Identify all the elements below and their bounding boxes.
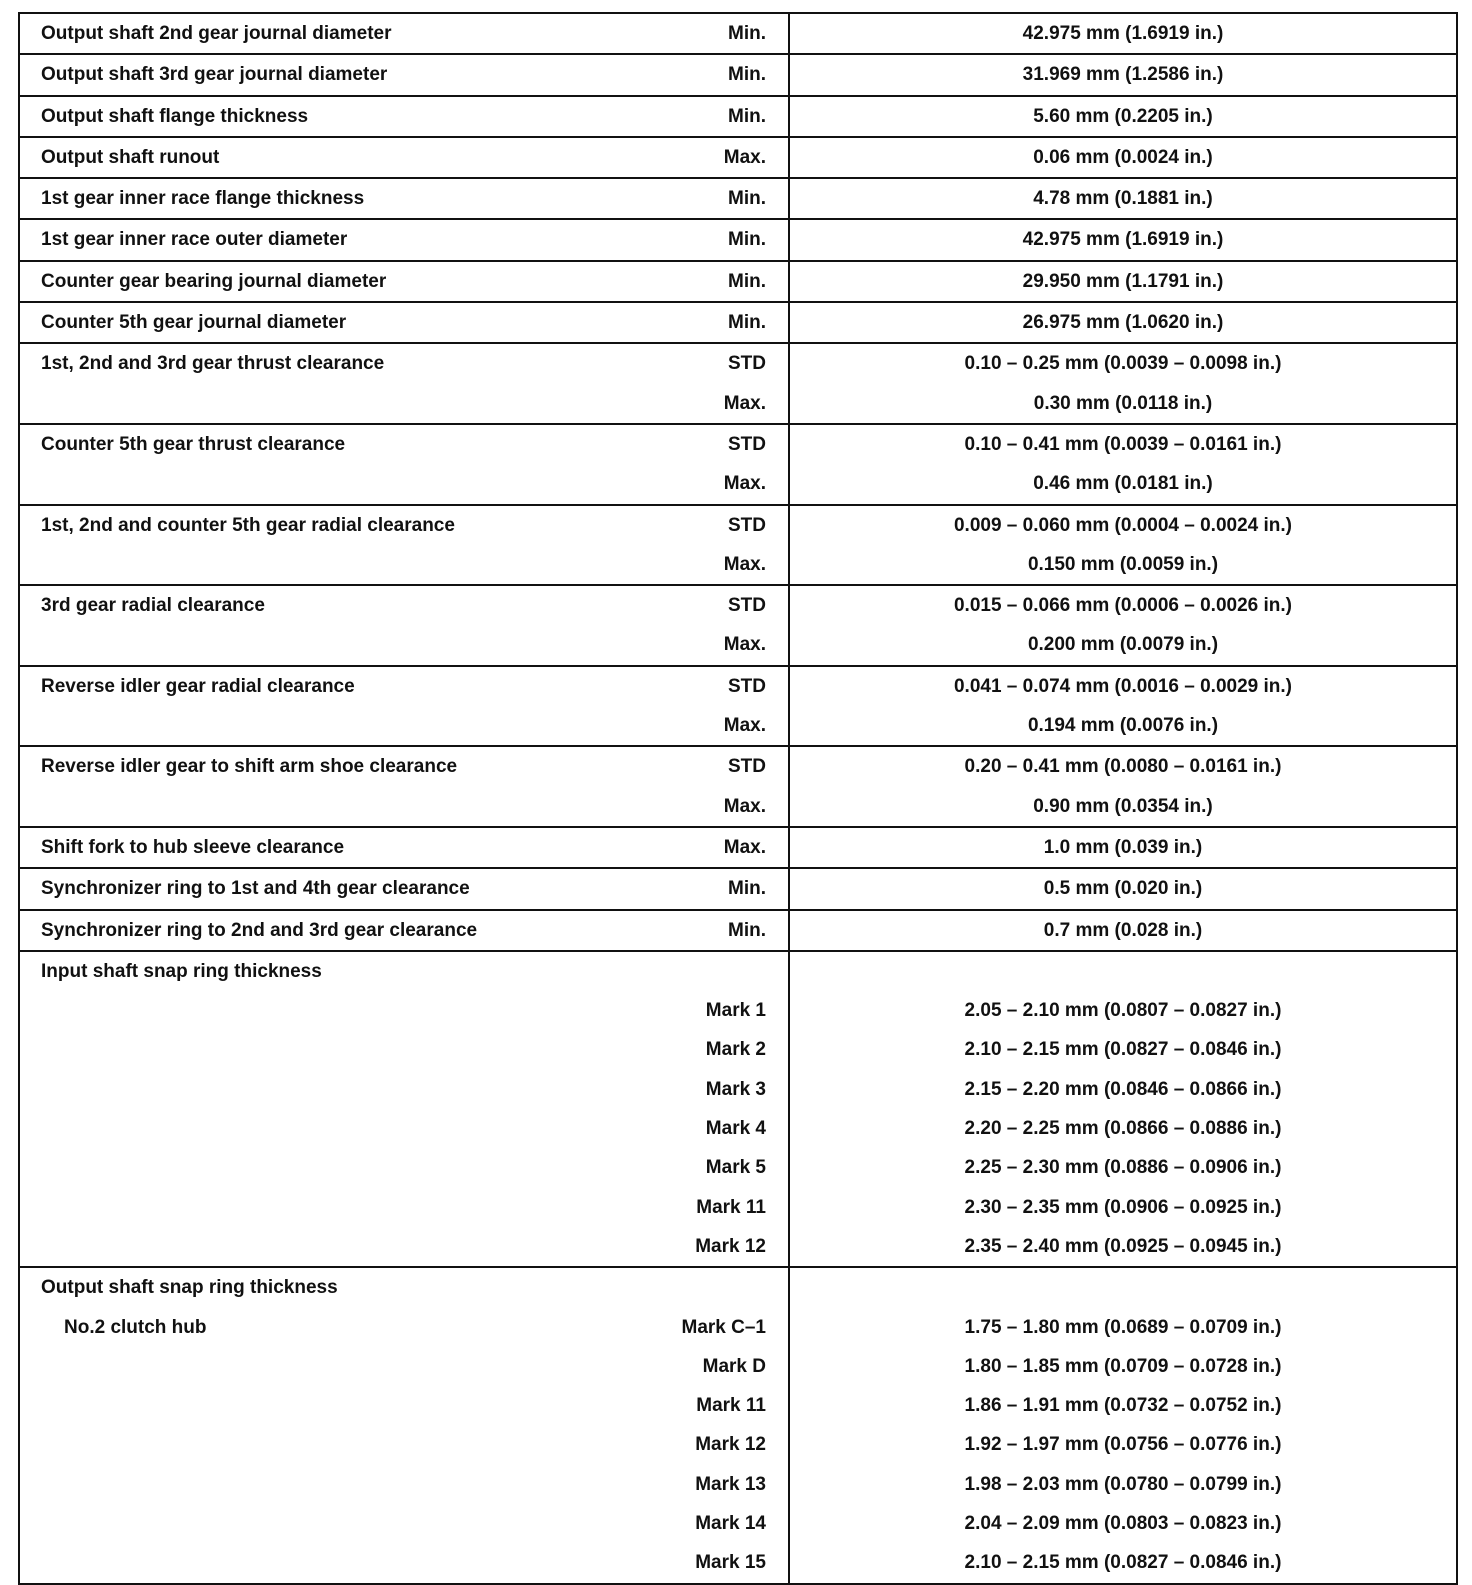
spec-item-name: Output shaft 2nd gear journal diameter [41, 23, 392, 44]
spec-value: 0.20 – 0.41 mm (0.0080 – 0.0161 in.) [964, 756, 1282, 778]
spec-condition-cell [569, 424, 789, 505]
spec-row [19, 666, 1457, 747]
spec-name-cell [19, 666, 569, 747]
spec-value-cell [789, 219, 1457, 260]
spec-condition-cell [569, 1267, 789, 1583]
spec-name-cell [19, 96, 569, 137]
spec-condition: Min. [728, 23, 766, 44]
spec-row [19, 302, 1457, 343]
spec-condition: Min. [728, 105, 766, 127]
spec-item-name: Shift fork to hub sleeve clearance [41, 836, 345, 858]
spec-value: 2.15 – 2.20 mm (0.0846 – 0.0866 in.) [964, 1078, 1282, 1100]
spec-value: 0.06 mm (0.0024 in.) [1033, 146, 1213, 168]
spec-value: 5.60 mm (0.2205 in.) [1033, 105, 1213, 127]
spec-item-name: 1st, 2nd and counter 5th gear radial clearance [41, 514, 455, 536]
spec-name-cell [19, 137, 569, 178]
spec-condition: Max. [723, 392, 766, 414]
spec-name-cell [19, 951, 569, 1267]
spec-name-cell [19, 54, 569, 95]
spec-row [19, 910, 1457, 951]
spec-value: 1.0 mm (0.039 in.) [1043, 836, 1203, 858]
spec-value: 42.975 mm (1.6919 in.) [1022, 23, 1224, 44]
spec-value: 26.975 mm (1.0620 in.) [1022, 312, 1224, 334]
spec-condition: Mark 11 [696, 1196, 766, 1218]
spec-value: 2.25 – 2.30 mm (0.0886 – 0.0906 in.) [964, 1157, 1282, 1179]
spec-name-cell [19, 302, 569, 343]
spec-condition: Min. [728, 270, 766, 292]
spec-condition-cell [569, 910, 789, 951]
spec-table-body [19, 13, 1457, 1584]
spec-condition: Mark 1 [705, 1000, 766, 1022]
spec-item-name: 1st gear inner race flange thickness [41, 188, 365, 210]
spec-value: 0.009 – 0.060 mm (0.0004 – 0.0024 in.) [953, 514, 1292, 536]
spec-value: 1.92 – 1.97 mm (0.0756 – 0.0776 in.) [964, 1434, 1282, 1456]
spec-value-cell [789, 13, 1457, 54]
spec-name-cell [19, 261, 569, 302]
spec-value-cell [789, 910, 1457, 951]
spec-value: 0.150 mm (0.0059 in.) [1027, 553, 1219, 575]
spec-condition [569, 1268, 788, 1307]
spec-value: 2.05 – 2.10 mm (0.0807 – 0.0827 in.) [964, 1000, 1282, 1022]
spec-item-name: Input shaft snap ring thickness [41, 960, 322, 982]
spec-name-cell [19, 343, 569, 424]
spec-item-name: Counter gear bearing journal diameter [41, 270, 387, 292]
spec-value: 31.969 mm (1.2586 in.) [1022, 64, 1224, 86]
spec-value-cell [789, 137, 1457, 178]
spec-value: 2.20 – 2.25 mm (0.0866 – 0.0886 in.) [964, 1118, 1282, 1140]
spec-condition-cell [569, 302, 789, 343]
spec-condition-cell [569, 261, 789, 302]
spec-condition: Mark D [702, 1355, 766, 1377]
spec-row [19, 137, 1457, 178]
spec-condition-cell [569, 585, 789, 666]
spec-row [19, 868, 1457, 909]
spec-value: 1.80 – 1.85 mm (0.0709 – 0.0728 in.) [964, 1355, 1282, 1377]
spec-name-cell [19, 424, 569, 505]
spec-value: 1.98 – 2.03 mm (0.0780 – 0.0799 in.) [964, 1473, 1282, 1495]
spec-row [19, 96, 1457, 137]
spec-value: 0.015 – 0.066 mm (0.0006 – 0.0026 in.) [953, 595, 1292, 617]
spec-value [790, 1268, 1456, 1307]
spec-value: 0.90 mm (0.0354 in.) [1033, 795, 1213, 817]
spec-condition: Min. [728, 229, 766, 251]
spec-condition-cell [569, 96, 789, 137]
spec-value: 2.04 – 2.09 mm (0.0803 – 0.0823 in.) [964, 1512, 1282, 1534]
spec-row [19, 178, 1457, 219]
spec-condition: Min. [728, 878, 766, 900]
spec-table [18, 12, 1458, 1585]
spec-value-cell [789, 827, 1457, 868]
spec-value-cell [789, 96, 1457, 137]
spec-condition: STD [728, 756, 766, 778]
spec-value-cell [789, 343, 1457, 424]
spec-item-name: Reverse idler gear radial clearance [41, 675, 355, 697]
spec-row [19, 505, 1457, 586]
spec-value: 0.46 mm (0.0181 in.) [1033, 473, 1213, 495]
spec-item-name: 1st, 2nd and 3rd gear thrust clearance [41, 353, 385, 375]
spec-condition: Mark 2 [705, 1039, 766, 1061]
spec-condition-cell [569, 219, 789, 260]
spec-condition-cell [569, 54, 789, 95]
spec-item-name: Output shaft 3rd gear journal diameter [41, 64, 388, 86]
spec-condition: Mark 4 [705, 1118, 766, 1140]
spec-value: 0.10 – 0.41 mm (0.0039 – 0.0161 in.) [964, 433, 1282, 455]
spec-condition-cell [569, 868, 789, 909]
spec-condition-cell [569, 951, 789, 1267]
spec-condition-cell [569, 178, 789, 219]
spec-row [19, 54, 1457, 95]
spec-condition: Mark 12 [695, 1235, 766, 1257]
spec-item-name: 1st gear inner race outer diameter [41, 229, 348, 251]
spec-value-cell [789, 666, 1457, 747]
spec-value-cell [789, 54, 1457, 95]
spec-name-cell [19, 868, 569, 909]
spec-value: 2.35 – 2.40 mm (0.0925 – 0.0945 in.) [964, 1235, 1282, 1257]
spec-value: 0.10 – 0.25 mm (0.0039 – 0.0098 in.) [964, 353, 1282, 375]
spec-value: 0.5 mm (0.020 in.) [1043, 878, 1203, 900]
spec-condition: STD [728, 353, 766, 375]
spec-value-cell [789, 424, 1457, 505]
spec-value: 2.10 – 2.15 mm (0.0827 – 0.0846 in.) [964, 1552, 1282, 1574]
spec-row [19, 951, 1457, 1267]
spec-condition-cell [569, 827, 789, 868]
spec-condition: STD [728, 595, 766, 617]
spec-row [19, 585, 1457, 666]
spec-value: 4.78 mm (0.1881 in.) [1033, 188, 1213, 210]
spec-row [19, 343, 1457, 424]
spec-value-cell [789, 261, 1457, 302]
spec-row [19, 13, 1457, 54]
spec-item-name: Output shaft runout [41, 146, 220, 168]
spec-condition: Mark 3 [705, 1078, 766, 1100]
spec-name-cell [19, 585, 569, 666]
spec-row [19, 424, 1457, 505]
spec-name-cell [19, 1267, 569, 1583]
spec-condition-cell [569, 746, 789, 827]
spec-condition: Max. [723, 553, 766, 575]
spec-item-name: Output shaft flange thickness [41, 105, 309, 127]
spec-condition: Min. [728, 919, 766, 941]
spec-row [19, 261, 1457, 302]
spec-value: 0.30 mm (0.0118 in.) [1033, 392, 1213, 414]
spec-item-name: 3rd gear radial clearance [41, 595, 265, 617]
spec-condition [569, 952, 788, 991]
spec-condition: Mark 13 [695, 1473, 766, 1495]
spec-condition-cell [569, 13, 789, 54]
spec-value-cell [789, 302, 1457, 343]
spec-condition: Max. [723, 715, 766, 737]
spec-condition-cell [569, 666, 789, 747]
spec-condition: Max. [723, 146, 766, 168]
spec-item-name: Synchronizer ring to 1st and 4th gear clearance [41, 878, 470, 900]
spec-condition-cell [569, 505, 789, 586]
spec-condition: Max. [723, 473, 766, 495]
spec-value: 0.200 mm (0.0079 in.) [1027, 634, 1219, 656]
spec-condition: STD [728, 514, 766, 536]
spec-row [19, 746, 1457, 827]
spec-item-name: Synchronizer ring to 2nd and 3rd gear clearance [41, 919, 478, 941]
spec-row [19, 219, 1457, 260]
spec-value: 29.950 mm (1.1791 in.) [1022, 270, 1224, 292]
spec-condition: Mark C–1 [681, 1316, 766, 1338]
spec-name-cell [19, 827, 569, 868]
spec-value-cell [789, 746, 1457, 827]
spec-condition: Mark 11 [696, 1395, 766, 1417]
spec-value: 0.7 mm (0.028 in.) [1043, 919, 1203, 941]
spec-item-name: Counter 5th gear thrust clearance [41, 433, 346, 455]
spec-value: 1.75 – 1.80 mm (0.0689 – 0.0709 in.) [964, 1316, 1282, 1338]
spec-condition: STD [728, 433, 766, 455]
spec-value: 2.30 – 2.35 mm (0.0906 – 0.0925 in.) [964, 1196, 1282, 1218]
spec-name-cell [19, 13, 569, 54]
spec-name-cell [19, 746, 569, 827]
spec-condition: Min. [728, 312, 766, 334]
spec-value-cell [789, 585, 1457, 666]
spec-condition: Max. [723, 795, 766, 817]
spec-name-cell [19, 219, 569, 260]
spec-value: 42.975 mm (1.6919 in.) [1022, 229, 1224, 251]
spec-row [19, 827, 1457, 868]
spec-name-cell [19, 178, 569, 219]
spec-item-subname: No.2 clutch hub [64, 1316, 207, 1338]
spec-item-name: Counter 5th gear journal diameter [41, 312, 347, 334]
spec-value: 0.194 mm (0.0076 in.) [1027, 715, 1219, 737]
spec-value: 0.041 – 0.074 mm (0.0016 – 0.0029 in.) [953, 675, 1292, 697]
spec-condition: STD [728, 675, 766, 697]
spec-item-name: Reverse idler gear to shift arm shoe clearance [41, 756, 458, 778]
spec-value: 1.86 – 1.91 mm (0.0732 – 0.0752 in.) [964, 1395, 1282, 1417]
spec-value-cell [789, 868, 1457, 909]
spec-item-name: Output shaft snap ring thickness [41, 1277, 338, 1299]
spec-name-cell [19, 505, 569, 586]
spec-value-cell [789, 1267, 1457, 1583]
spec-condition: Mark 12 [695, 1434, 766, 1456]
spec-row [19, 1267, 1457, 1583]
spec-condition: Mark 14 [695, 1512, 766, 1534]
spec-condition: Max. [723, 836, 766, 858]
spec-condition: Min. [728, 188, 766, 210]
spec-condition: Max. [723, 634, 766, 656]
spec-condition-cell [569, 137, 789, 178]
spec-name-cell [19, 910, 569, 951]
spec-value-cell [789, 505, 1457, 586]
spec-condition: Min. [728, 64, 766, 86]
spec-value [790, 952, 1456, 991]
spec-value-cell [789, 178, 1457, 219]
spec-value: 2.10 – 2.15 mm (0.0827 – 0.0846 in.) [964, 1039, 1282, 1061]
spec-condition: Mark 5 [705, 1157, 766, 1179]
spec-value-cell [789, 951, 1457, 1267]
spec-condition-cell [569, 343, 789, 424]
spec-condition: Mark 15 [695, 1552, 766, 1574]
